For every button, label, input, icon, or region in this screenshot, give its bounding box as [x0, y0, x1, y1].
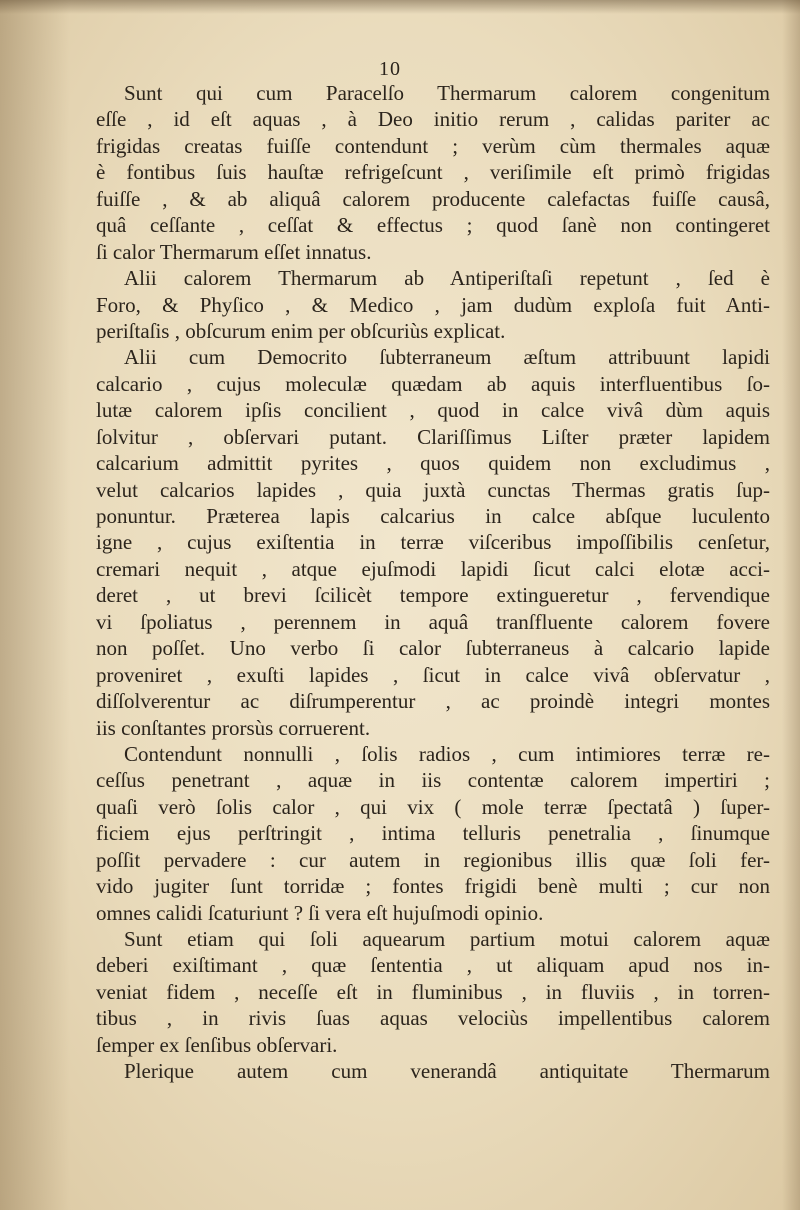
text-line: igne , cujus exiſtentia in terræ viſceribus impoſſibilis cenſetur,: [96, 530, 770, 555]
text-line: Sunt etiam qui ſoli aquearum partium motui calorem aquæ: [124, 927, 770, 951]
text-line: Contendunt nonnulli , ſolis radios , cum intimiores terræ re-: [124, 741, 770, 766]
text-line: vi ſpoliatus , perennem in aquâ tranſfluente calorem fovere: [96, 609, 770, 634]
text-line: deret , ut brevi ſcilicèt tempore extingueretur , fervendique: [96, 583, 770, 608]
text-line: quâ ceſſante , ceſſat & effectus ; quod ſanè non contingeret: [96, 213, 770, 238]
text-line: Plerique autem cum venerandâ antiquitate Thermarum: [124, 1059, 770, 1084]
text-line: frigidas creatas fuiſſe contendunt ; verùm cùm thermales aquæ: [96, 133, 770, 158]
top-edge-shadow: [0, 0, 800, 14]
text-line: ficiem ejus perſtringit , intima telluris penetralia , ſinumque: [96, 821, 770, 846]
text-line: eſſe , id eſt aquas , à Deo initio rerum , calidas pariter ac: [96, 107, 770, 132]
text-line: poſſit pervadere : cur autem in regionibus illis quæ ſoli fer-: [96, 847, 770, 872]
text-line: periſtaſis , obſcurum enim per obſcuriùs explicat.: [96, 318, 506, 343]
body-text: [96, 80, 770, 1085]
text-line: è fontibus ſuis hauſtæ refrigeſcunt , veriſimile eſt primò frigidas: [96, 160, 770, 185]
text-line: ponuntur. Præterea lapis calcarius in calce abſque luculento: [96, 504, 770, 528]
spine-shadow: [0, 0, 70, 1210]
text-line: ſolvitur , obſervari putant. Clariſſimus Liſter præter lapidem: [96, 424, 770, 449]
text-line: calcarium admittit pyrites , quos quidem non excludimus ,: [96, 451, 770, 476]
text-line: tibus , in rivis ſuas aquas velociùs impellentibus calorem: [96, 1006, 770, 1031]
text-line: deberi exiſtimant , quæ ſententia , ut aliquam apud nos in-: [96, 953, 770, 978]
text-line: Alii calorem Thermarum ab Antiperiſtaſi repetunt , ſed è: [124, 266, 770, 291]
text-line: diſſolverentur ac diſrumperentur , ac proindè integri montes: [96, 689, 770, 714]
text-line: fuiſſe , & ab aliquâ calorem producente calefactas fuiſſe causâ,: [96, 186, 770, 211]
text-line: iis conſtantes prorsùs corruerent.: [96, 715, 371, 740]
text-line: cremari nequit , atque ejuſmodi lapidi ſicut calci elotæ acci-: [96, 556, 770, 581]
text-line: Foro, & Phyſico , & Medico , jam dudùm exploſa fuit Anti-: [96, 292, 770, 317]
right-edge-shadow: [782, 0, 800, 1210]
text-line: ſi calor Thermarum eſſet innatus.: [96, 239, 372, 264]
text-line: ceſſus penetrant , aquæ in iis contentæ calorem impertiri ;: [96, 768, 770, 793]
text-line: proveniret , exuſti lapides , ſicut in calce vivâ obſervatur ,: [96, 662, 770, 687]
page-number: 10: [379, 58, 401, 80]
text-line: lutæ calorem ipſis concilient , quod in calce vivâ dùm aquis: [96, 398, 770, 423]
text-line: omnes calidi ſcaturiunt ? ſi vera eſt hujuſmodi opinio.: [96, 900, 544, 925]
text-line: vido jugiter ſunt torridæ ; fontes frigidi benè multi ; cur non: [96, 874, 770, 899]
text-line: non poſſet. Uno verbo ſi calor ſubterraneus à calcario lapide: [96, 636, 770, 661]
text-line: veniat fidem , neceſſe eſt in fluminibus , in fluviis , in torren-: [96, 979, 770, 1004]
text-line: calcario , cujus moleculæ quædam ab aquis interfluentibus ſo-: [96, 371, 770, 396]
text-line: quaſi verò ſolis calor , qui vix ( mole terræ ſpectatâ ) ſuper-: [96, 794, 770, 819]
text-line: ſemper ex ſenſibus obſervari.: [96, 1032, 338, 1057]
text-line: Sunt qui cum Paracelſo Thermarum calorem congenitum: [124, 81, 770, 105]
text-line: Alii cum Democrito ſubterraneum æſtum attribuunt lapidi: [124, 345, 770, 370]
text-line: velut calcarios lapides , quia juxtà cunctas Thermas gratis ſup-: [96, 477, 770, 502]
